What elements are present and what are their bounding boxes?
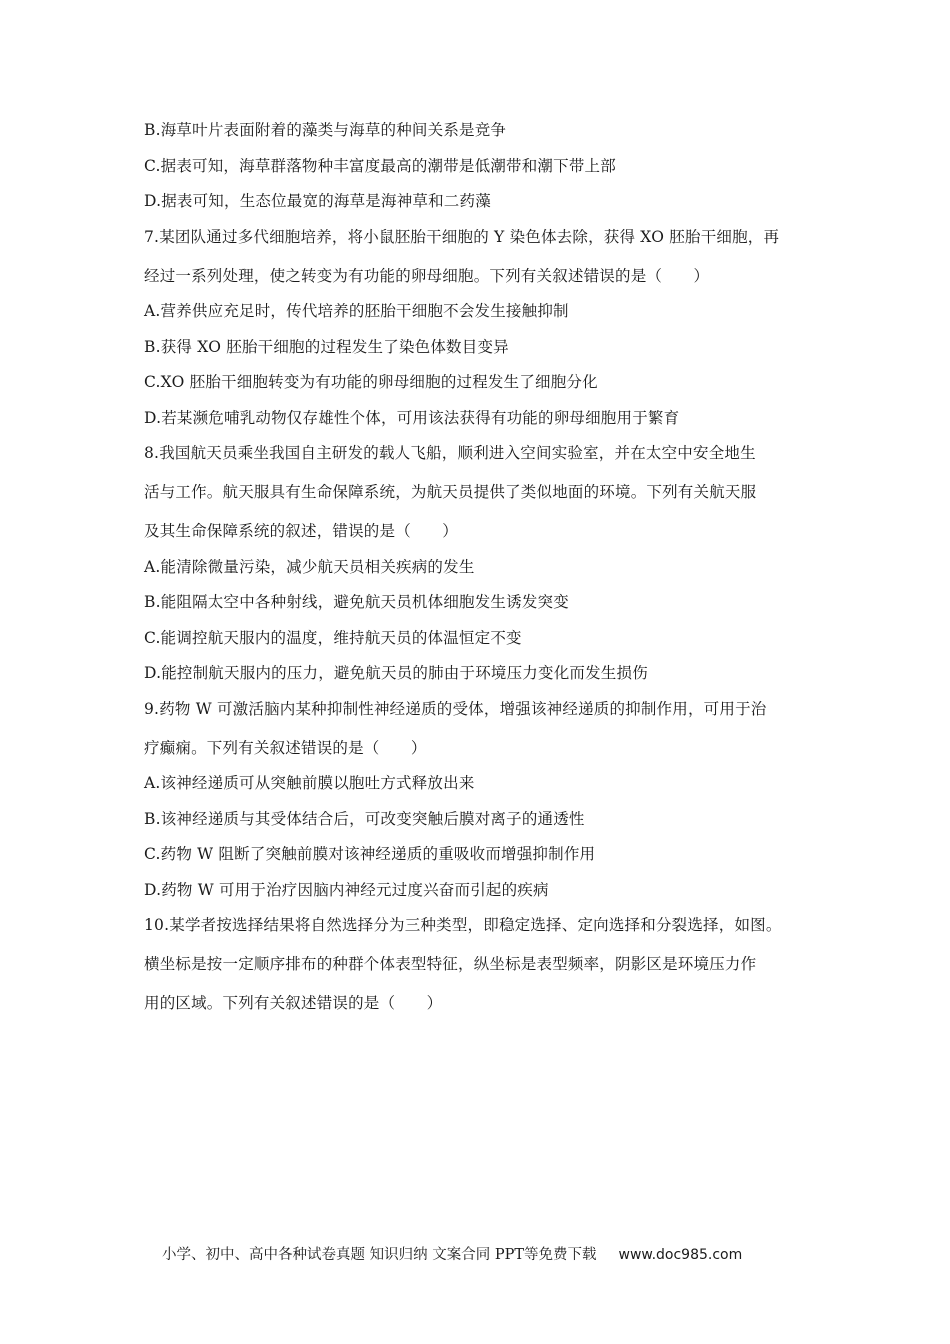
option-text: B.能阻隔太空中各种射线，避免航天员机体细胞发生诱发突变 bbox=[144, 593, 569, 611]
option-text: D.药物 W 可用于治疗因脑内神经元过度兴奋而引起的疾病 bbox=[144, 880, 549, 899]
option-text: A.能清除微量污染，减少航天员相关疾病的发生 bbox=[144, 557, 475, 576]
option-text: C.据表可知，海草群落物种丰富度最高的潮带是低潮带和潮下带上部 bbox=[144, 156, 616, 175]
option-text: D.据表可知，生态位最宽的海草是海神草和二药藻 bbox=[144, 192, 491, 210]
question-stem: 10.某学者按选择结果将自然选择分为三种类型，即稳定选择、定向选择和分裂选择，如图。 bbox=[144, 916, 782, 934]
option-text: D.能控制航天服内的压力，避免航天员的肺由于环境压力变化而发生损伤 bbox=[144, 664, 648, 682]
option-text: B.海草叶片表面附着的藻类与海草的种间关系是竞争 bbox=[144, 121, 507, 139]
question-stem: 7.某团队通过多代细胞培养，将小鼠胚胎干细胞的 Y 染色体去除，获得 XO 胚胎干细胞，再 bbox=[144, 227, 780, 246]
question-stem: 用的区域。下列有关叙述错误的是（ ） bbox=[144, 994, 443, 1012]
question-stem: 经过一系列处理，使之转变为有功能的卵母细胞。下列有关叙述错误的是（ ） bbox=[144, 266, 710, 285]
question-stem: 活与工作。航天服具有生命保障系统，为航天员提供了类似地面的环境。下列有关航天服 bbox=[144, 483, 757, 501]
footer-text: 小学、初中、高中各种试卷真题 知识归纳 文案合同 PPT等免费下载 bbox=[162, 1247, 597, 1263]
option-text: B.获得 XO 胚胎干细胞的过程发生了染色体数目变异 bbox=[144, 337, 509, 356]
option-text: D.若某濒危哺乳动物仅存雄性个体，可用该法获得有功能的卵母细胞用于繁育 bbox=[144, 408, 680, 427]
option-text: A.营养供应充足时，传代培养的胚胎干细胞不会发生接触抑制 bbox=[144, 302, 569, 320]
option-text: A.该神经递质可从突触前膜以胞吐方式释放出来 bbox=[144, 774, 475, 792]
option-text: C.XO 胚胎干细胞转变为有功能的卵母细胞的过程发生了细胞分化 bbox=[144, 373, 598, 391]
option-text: B.该神经递质与其受体结合后，可改变突触后膜对离子的通透性 bbox=[144, 809, 585, 828]
page-footer bbox=[162, 1245, 742, 1265]
option-text: C.能调控航天服内的温度，维持航天员的体温恒定不变 bbox=[144, 628, 522, 647]
question-content bbox=[144, 120, 814, 1013]
question-stem: 疗癫痫。下列有关叙述错误的是（ ） bbox=[144, 738, 427, 757]
option-text: C.药物 W 阻断了突触前膜对该神经递质的重吸收而增强抑制作用 bbox=[144, 845, 596, 863]
question-stem: 8.我国航天员乘坐我国自主研发的载人飞船，顺利进入空间实验室，并在太空中安全地生 bbox=[144, 444, 756, 462]
question-stem: 横坐标是按一定顺序排布的种群个体表型特征，纵坐标是表型频率，阴影区是环境压力作 bbox=[144, 955, 757, 973]
question-stem: 9.药物 W 可激活脑内某种抑制性神经递质的受体，增强该神经递质的抑制作用，可用于治 bbox=[144, 699, 767, 718]
question-stem: 及其生命保障系统的叙述，错误的是（ ） bbox=[144, 522, 459, 540]
footer-site-link[interactable]: www.doc985.com bbox=[618, 1247, 743, 1263]
